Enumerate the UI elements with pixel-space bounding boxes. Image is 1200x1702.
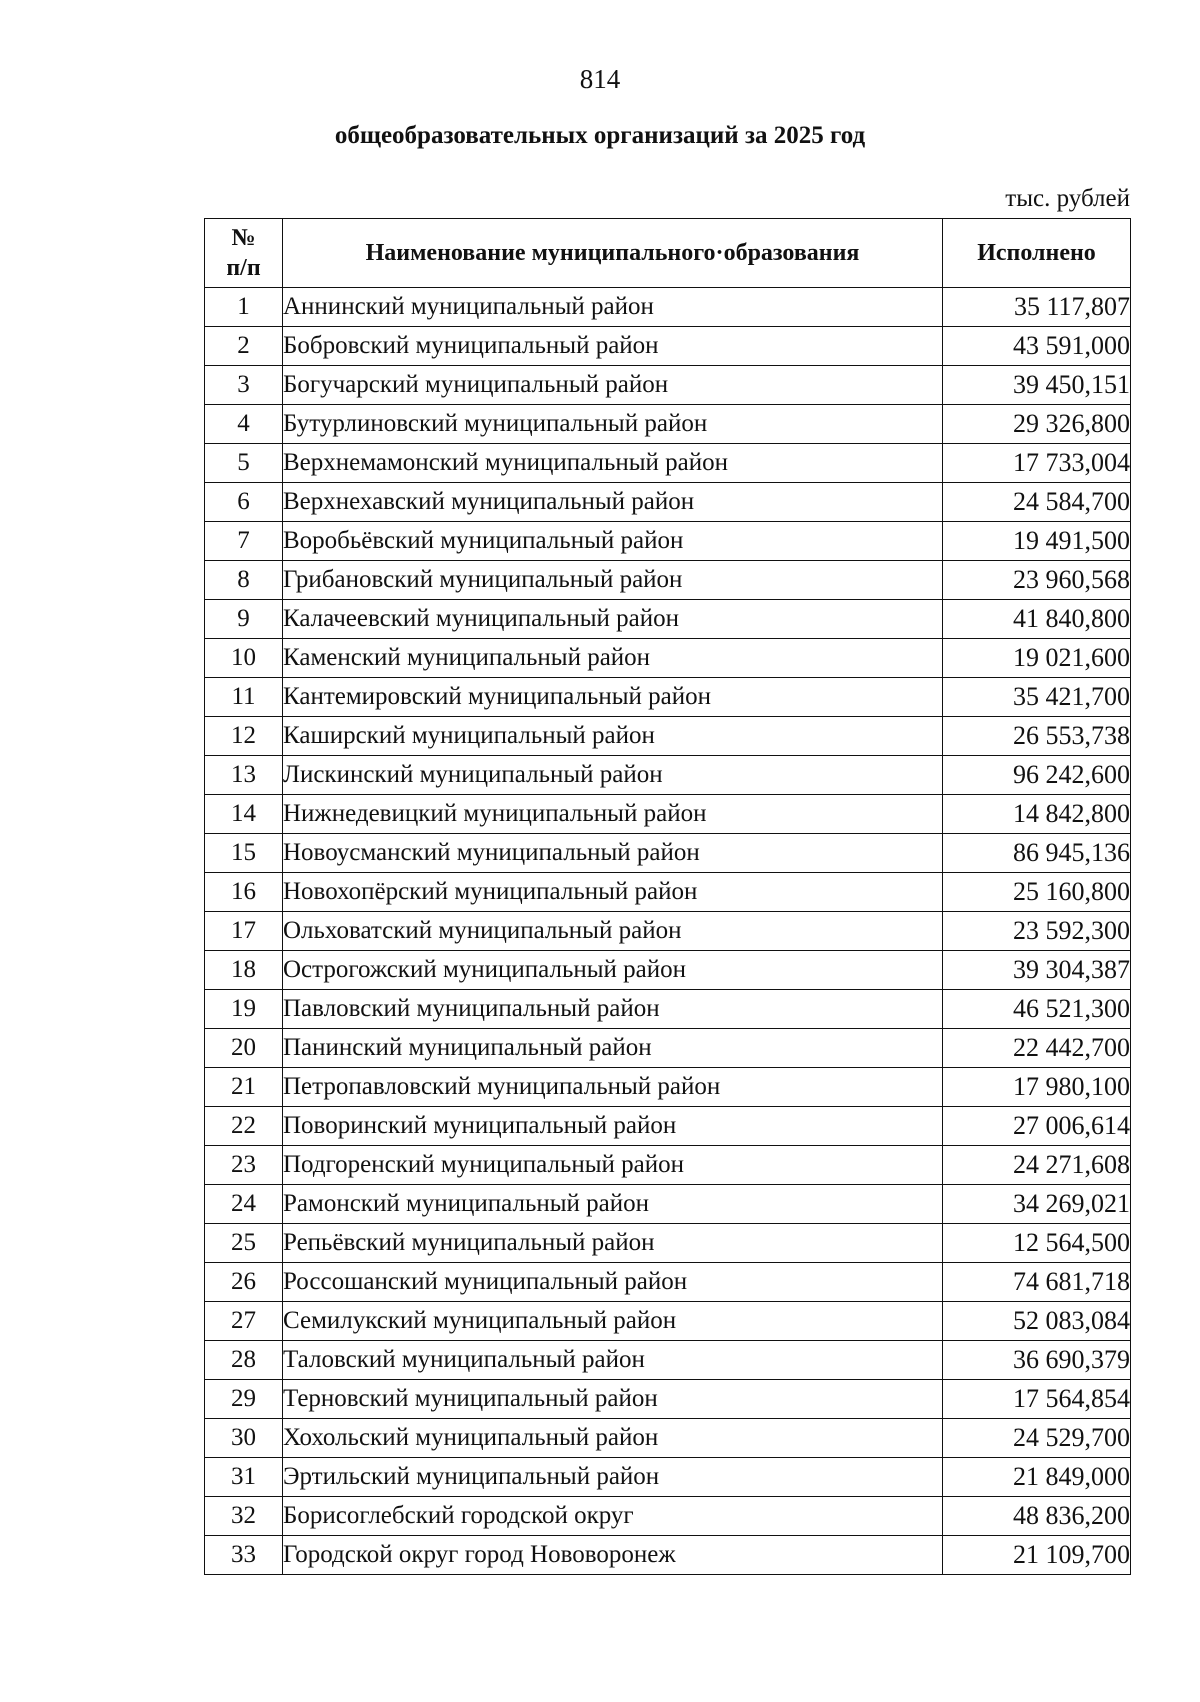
- municipality-name: Грибановский муниципальный район: [283, 561, 943, 600]
- table-row: [205, 327, 1131, 366]
- row-number: 14: [205, 795, 283, 834]
- municipality-name: Острогожский муниципальный район: [283, 951, 943, 990]
- row-number: 17: [205, 912, 283, 951]
- municipality-name: Верхнехавский муниципальный район: [283, 483, 943, 522]
- table-row: [205, 444, 1131, 483]
- table-row: [205, 1224, 1131, 1263]
- municipality-name: Панинский муниципальный район: [283, 1029, 943, 1068]
- row-number: 33: [205, 1536, 283, 1575]
- executed-amount: 24 584,700: [943, 483, 1131, 522]
- table-row: [205, 756, 1131, 795]
- municipality-name: Павловский муниципальный район: [283, 990, 943, 1029]
- row-number: 9: [205, 600, 283, 639]
- table-row: [205, 717, 1131, 756]
- executed-amount: 14 842,800: [943, 795, 1131, 834]
- row-number: 1: [205, 288, 283, 327]
- row-number: 8: [205, 561, 283, 600]
- executed-amount: 35 421,700: [943, 678, 1131, 717]
- row-number: 3: [205, 366, 283, 405]
- table-row: [205, 639, 1131, 678]
- table-row: [205, 561, 1131, 600]
- municipality-name: Ольховатский муниципальный район: [283, 912, 943, 951]
- municipality-name: Аннинский муниципальный район: [283, 288, 943, 327]
- executed-amount: 27 006,614: [943, 1107, 1131, 1146]
- table-row: [205, 990, 1131, 1029]
- executed-amount: 46 521,300: [943, 990, 1131, 1029]
- row-number: 16: [205, 873, 283, 912]
- row-number: 22: [205, 1107, 283, 1146]
- table-row: [205, 678, 1131, 717]
- table-body: [205, 288, 1131, 1575]
- municipality-name: Семилукский муниципальный район: [283, 1302, 943, 1341]
- table-row: [205, 366, 1131, 405]
- executed-amount: 21 849,000: [943, 1458, 1131, 1497]
- executed-amount: 26 553,738: [943, 717, 1131, 756]
- header-number-line1: №: [231, 225, 256, 251]
- municipality-name: Городской округ город Нововоронеж: [283, 1536, 943, 1575]
- municipality-name: Таловский муниципальный район: [283, 1341, 943, 1380]
- executed-amount: 96 242,600: [943, 756, 1131, 795]
- table-row: [205, 1263, 1131, 1302]
- row-number: 23: [205, 1146, 283, 1185]
- table-row: [205, 1302, 1131, 1341]
- municipality-name: Поворинский муниципальный район: [283, 1107, 943, 1146]
- municipality-name: Бутурлиновский муниципальный район: [283, 405, 943, 444]
- municipality-name: Воробьёвский муниципальный район: [283, 522, 943, 561]
- table-row: [205, 1497, 1131, 1536]
- row-number: 2: [205, 327, 283, 366]
- row-number: 6: [205, 483, 283, 522]
- executed-amount: 25 160,800: [943, 873, 1131, 912]
- row-number: 32: [205, 1497, 283, 1536]
- municipality-name: Россошанский муниципальный район: [283, 1263, 943, 1302]
- municipality-name: Подгоренский муниципальный район: [283, 1146, 943, 1185]
- municipality-name: Нижнедевицкий муниципальный район: [283, 795, 943, 834]
- row-number: 4: [205, 405, 283, 444]
- executed-amount: 17 980,100: [943, 1068, 1131, 1107]
- municipality-name: Петропавловский муниципальный район: [283, 1068, 943, 1107]
- executed-amount: 52 083,084: [943, 1302, 1131, 1341]
- table-row: [205, 912, 1131, 951]
- table-row: [205, 1185, 1131, 1224]
- header-name: Наименование муниципального·образования: [283, 219, 943, 288]
- row-number: 27: [205, 1302, 283, 1341]
- table-row: [205, 1068, 1131, 1107]
- municipality-name: Каменский муниципальный район: [283, 639, 943, 678]
- table-row: [205, 1107, 1131, 1146]
- executed-amount: 86 945,136: [943, 834, 1131, 873]
- municipality-name: Бобровский муниципальный район: [283, 327, 943, 366]
- table-row: [205, 951, 1131, 990]
- header-number: [205, 219, 283, 288]
- row-number: 5: [205, 444, 283, 483]
- municipality-name: Репьёвский муниципальный район: [283, 1224, 943, 1263]
- executed-amount: 39 450,151: [943, 366, 1131, 405]
- municipality-name: Новоусманский муниципальный район: [283, 834, 943, 873]
- municipality-name: Новохопёрский муниципальный район: [283, 873, 943, 912]
- row-number: 11: [205, 678, 283, 717]
- table-row: [205, 288, 1131, 327]
- row-number: 19: [205, 990, 283, 1029]
- table-row: [205, 522, 1131, 561]
- municipality-name: Хохольский муниципальный район: [283, 1419, 943, 1458]
- table-row: [205, 1458, 1131, 1497]
- municipality-name: Терновский муниципальный район: [283, 1380, 943, 1419]
- table-header: [205, 219, 1131, 288]
- municipality-name: Каширский муниципальный район: [283, 717, 943, 756]
- table-row: [205, 795, 1131, 834]
- table-row: [205, 483, 1131, 522]
- executed-amount: 29 326,800: [943, 405, 1131, 444]
- executed-amount: 24 529,700: [943, 1419, 1131, 1458]
- row-number: 20: [205, 1029, 283, 1068]
- executed-amount: 21 109,700: [943, 1536, 1131, 1575]
- units-label: тыс. рублей: [1005, 185, 1130, 212]
- row-number: 29: [205, 1380, 283, 1419]
- row-number: 31: [205, 1458, 283, 1497]
- table-row: [205, 1341, 1131, 1380]
- table-row: [205, 1536, 1131, 1575]
- row-number: 25: [205, 1224, 283, 1263]
- municipality-name: Лискинский муниципальный район: [283, 756, 943, 795]
- executed-amount: 43 591,000: [943, 327, 1131, 366]
- table-row: [205, 834, 1131, 873]
- executed-amount: 74 681,718: [943, 1263, 1131, 1302]
- header-value: Исполнено: [943, 219, 1131, 288]
- table-row: [205, 1419, 1131, 1458]
- row-number: 15: [205, 834, 283, 873]
- executed-amount: 17 733,004: [943, 444, 1131, 483]
- row-number: 30: [205, 1419, 283, 1458]
- executed-amount: 22 442,700: [943, 1029, 1131, 1068]
- row-number: 13: [205, 756, 283, 795]
- row-number: 18: [205, 951, 283, 990]
- executed-amount: 23 592,300: [943, 912, 1131, 951]
- table-row: [205, 405, 1131, 444]
- executed-amount: 39 304,387: [943, 951, 1131, 990]
- executed-amount: 23 960,568: [943, 561, 1131, 600]
- executed-amount: 12 564,500: [943, 1224, 1131, 1263]
- page-number: 814: [579, 64, 621, 94]
- document-title: общеобразовательных организаций за 2025 год: [334, 122, 866, 149]
- executed-amount: 34 269,021: [943, 1185, 1131, 1224]
- table-row: [205, 1029, 1131, 1068]
- municipality-name: Эртильский муниципальный район: [283, 1458, 943, 1497]
- executed-amount: 36 690,379: [943, 1341, 1131, 1380]
- executed-amount: 35 117,807: [943, 288, 1131, 327]
- row-number: 28: [205, 1341, 283, 1380]
- header-number-line2: п/п: [226, 255, 261, 281]
- header-row: [205, 219, 1131, 288]
- row-number: 21: [205, 1068, 283, 1107]
- budget-table: [204, 218, 1131, 1575]
- executed-amount: 24 271,608: [943, 1146, 1131, 1185]
- executed-amount: 19 491,500: [943, 522, 1131, 561]
- row-number: 12: [205, 717, 283, 756]
- table-row: [205, 1380, 1131, 1419]
- executed-amount: 19 021,600: [943, 639, 1131, 678]
- municipality-name: Кантемировский муниципальный район: [283, 678, 943, 717]
- row-number: 10: [205, 639, 283, 678]
- row-number: 7: [205, 522, 283, 561]
- municipality-name: Борисоглебский городской округ: [283, 1497, 943, 1536]
- executed-amount: 17 564,854: [943, 1380, 1131, 1419]
- row-number: 26: [205, 1263, 283, 1302]
- row-number: 24: [205, 1185, 283, 1224]
- executed-amount: 41 840,800: [943, 600, 1131, 639]
- municipality-name: Калачеевский муниципальный район: [283, 600, 943, 639]
- executed-amount: 48 836,200: [943, 1497, 1131, 1536]
- municipality-name: Богучарский муниципальный район: [283, 366, 943, 405]
- municipality-name: Рамонский муниципальный район: [283, 1185, 943, 1224]
- table-row: [205, 873, 1131, 912]
- table-row: [205, 1146, 1131, 1185]
- municipality-name: Верхнемамонский муниципальный район: [283, 444, 943, 483]
- table-row: [205, 600, 1131, 639]
